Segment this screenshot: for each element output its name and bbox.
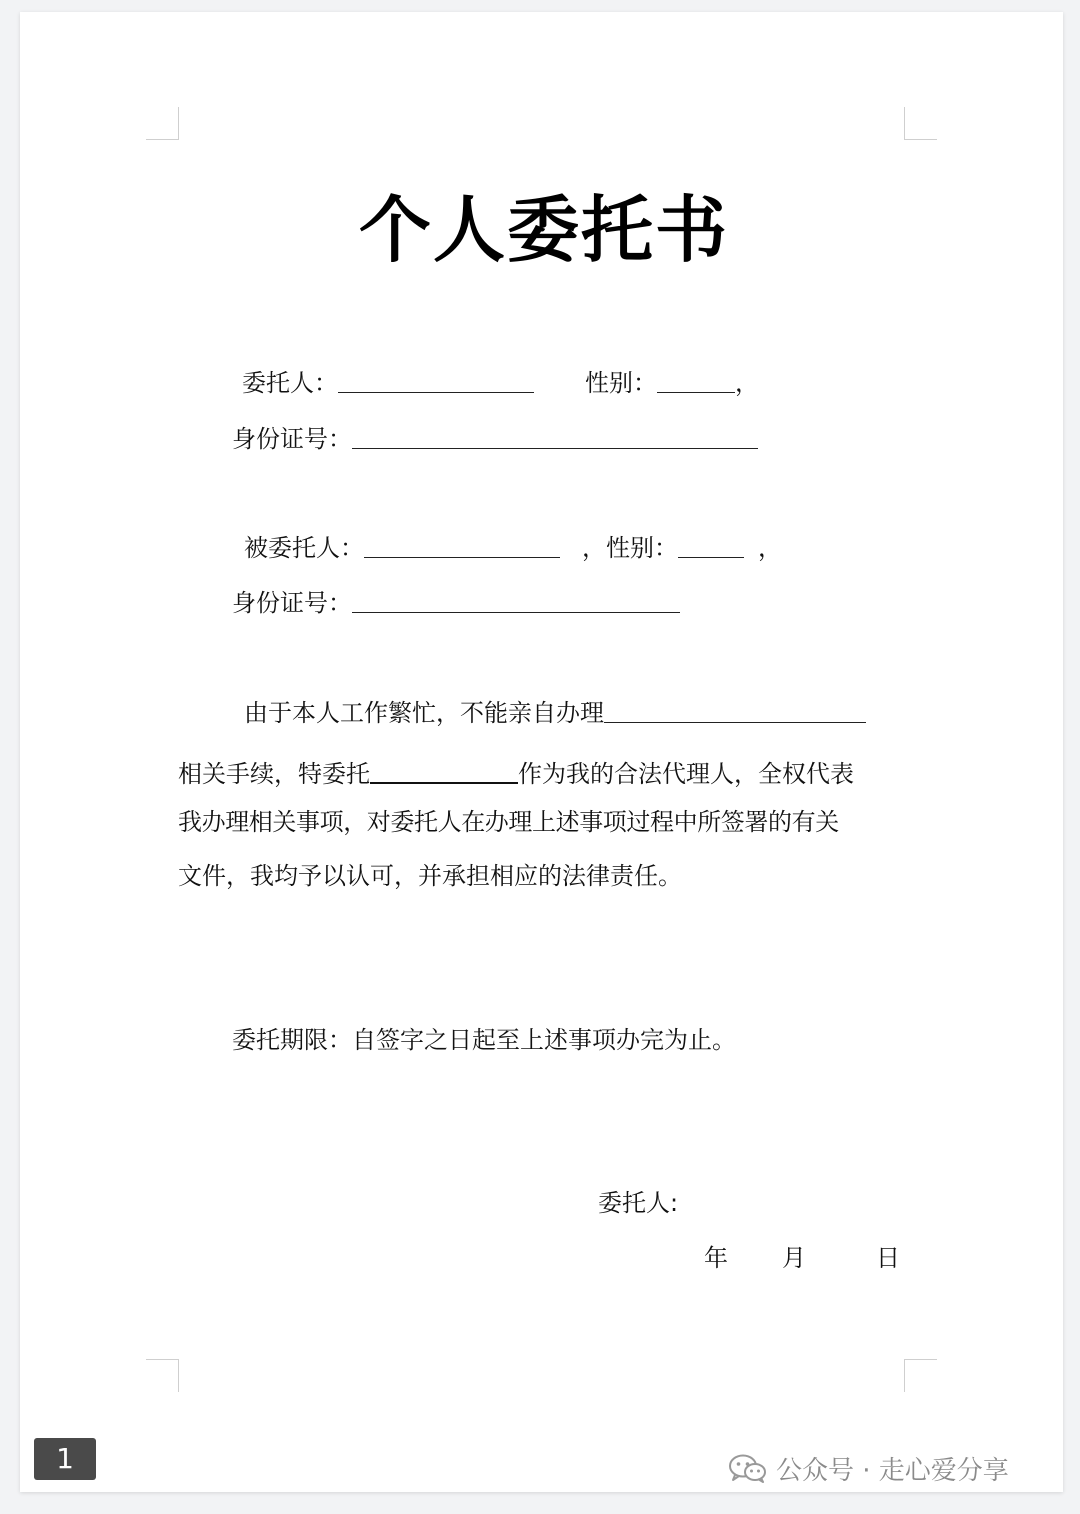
date-day-label: 日 [876,1244,900,1272]
signature-label: 委托人: [598,1189,679,1217]
principal-gender-blank[interactable] [657,370,735,393]
paragraph-line-2 [178,759,854,789]
page-number-badge: 1 [34,1438,96,1480]
crop-mark-top-left [146,107,179,140]
principal-gender-label: 性别： [585,369,657,397]
wechat-icon [728,1454,768,1484]
crop-mark-bottom-right [904,1359,937,1392]
principal-gender-comma: ， [735,369,759,397]
date-month-label: 月 [782,1244,806,1272]
watermark-text: 公众号 · 走心爱分享 [776,1456,1009,1486]
entrusted-person-blank[interactable] [370,760,518,784]
document-title: 个人委托书 [358,188,729,272]
principal-label: 委托人： [242,369,338,397]
para1-line2-a: 相关手续，特委托 [178,760,370,788]
principal-id-label: 身份证号： [232,425,352,453]
paragraph-line-1 [244,698,866,728]
agent-id-label: 身份证号： [232,589,352,617]
principal-row [242,368,534,398]
agent-name-blank[interactable] [364,535,560,558]
date-year-label: 年 [704,1244,728,1272]
principal-id-blank[interactable] [352,426,758,449]
crop-mark-bottom-left [146,1359,179,1392]
entrust-period: 委托期限：自签字之日起至上述事项办完为止。 [232,1026,736,1054]
agent-gender-label: ，性别： [582,534,678,562]
agent-gender-row [582,533,782,563]
paragraph-line-3: 我办理相关事项，对委托人在办理上述事项过程中所签署的有关 [178,808,839,836]
agent-row [244,533,560,563]
agent-gender-blank[interactable] [678,535,744,558]
agent-label: 被委托人： [244,534,364,562]
para1-line1-text: 由于本人工作繁忙，不能亲自办理 [244,699,604,727]
principal-id-row [232,424,758,454]
principal-name-blank[interactable] [338,370,534,393]
agent-gender-comma: ， [758,534,782,562]
para1-line2-b: 作为我的合法代理人，全权代表 [518,760,854,788]
matter-blank[interactable] [604,700,866,723]
crop-mark-top-right [904,107,937,140]
agent-id-blank[interactable] [352,590,680,613]
principal-gender-row [585,368,759,398]
agent-id-row [232,588,680,618]
watermark [728,1450,1009,1487]
paragraph-line-4: 文件，我均予以认可，并承担相应的法律责任。 [178,862,682,890]
